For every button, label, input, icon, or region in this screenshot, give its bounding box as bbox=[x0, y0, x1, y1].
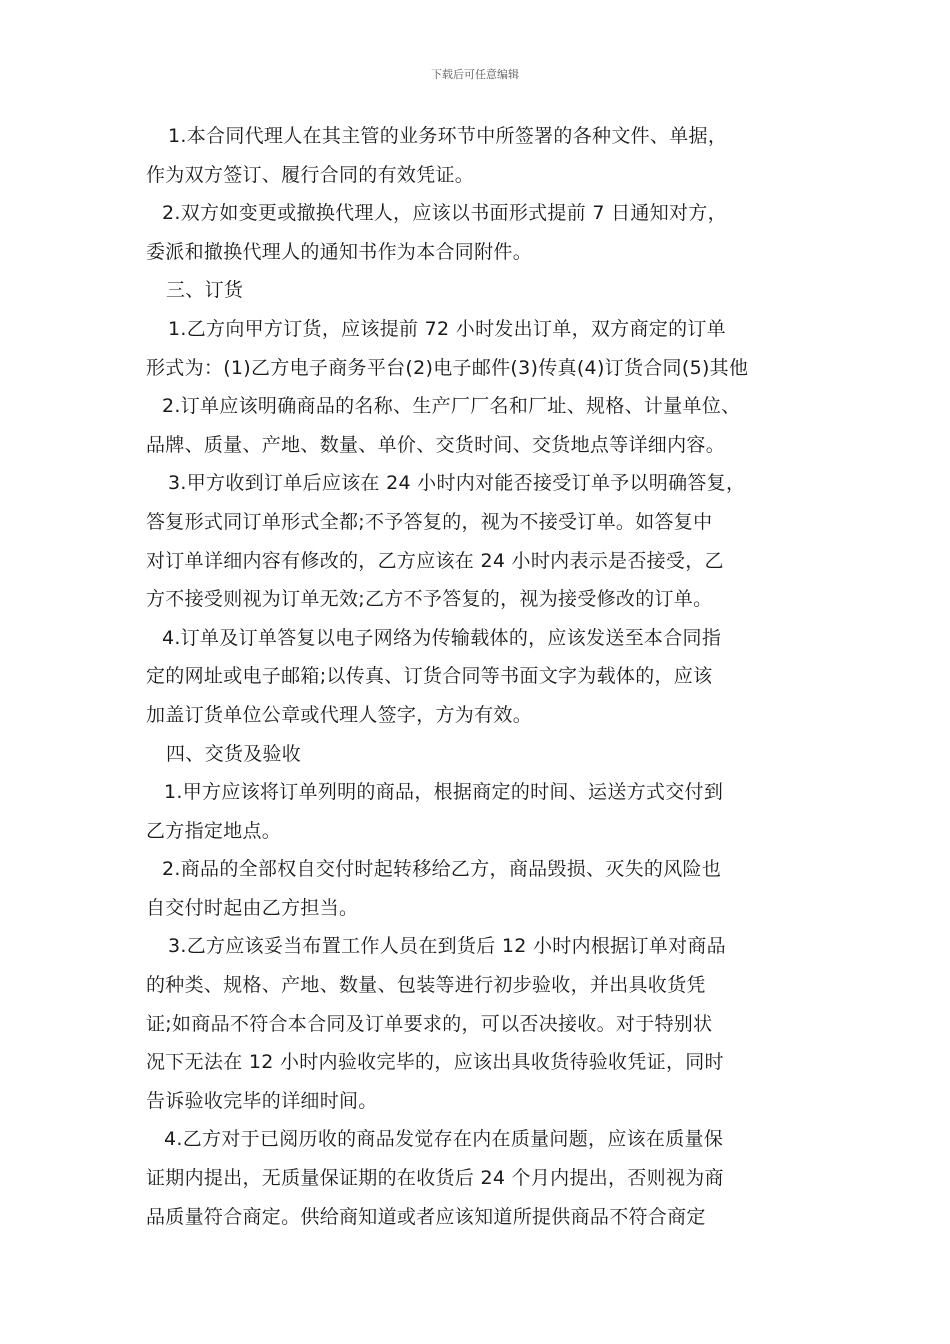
paragraph-line: 4.订单及订单答复以电子网络为传输载体的，应该发送至本合同指 bbox=[162, 626, 722, 649]
paragraph-line: 形式为：(1)乙方电子商务平台(2)电子邮件(3)传真(4)订货合同(5)其他 bbox=[146, 356, 749, 379]
paragraph-line: 4.乙方对于已阅历收的商品发觉存在内在质量问题，应该在质量保 bbox=[164, 1128, 724, 1151]
paragraph-line: 2.双方如变更或撤换代理人，应该以书面形式提前 7 日通知对方， bbox=[162, 202, 727, 225]
paragraph-line: 证期内提出，无质量保证期的在收货后 24 个月内提出，否则视为商 bbox=[146, 1167, 724, 1190]
paragraph-line: 1.本合同代理人在其主管的业务环节中所签署的各种文件、单据， bbox=[168, 125, 728, 147]
section-heading: 四、交货及验收 bbox=[166, 742, 302, 765]
paragraph-line: 方不接受则视为订单无效;乙方不予答复的，视为接受修改的订单。 bbox=[146, 588, 713, 611]
paragraph-line: 2.商品的全部权自交付时起转移给乙方，商品毁损、灭失的风险也 bbox=[162, 858, 722, 881]
section-heading: 三、订货 bbox=[166, 279, 244, 302]
paragraph-line: 品牌、质量、产地、数量、单价、交货时间、交货地点等详细内容。 bbox=[146, 433, 726, 456]
paragraph-line: 1.乙方向甲方订货，应该提前 72 小时发出订单，双方商定的订单 bbox=[168, 317, 726, 340]
paragraph-line: 1.甲方应该将订单列明的商品，根据商定的时间、运送方式交付到 bbox=[164, 781, 724, 804]
paragraph-line: 2.订单应该明确商品的名称、生产厂厂名和厂址、规格、计量单位、 bbox=[162, 395, 741, 418]
document-body bbox=[146, 117, 822, 1236]
paragraph-line: 加盖订货单位公章或代理人签字，方为有效。 bbox=[146, 703, 533, 726]
paragraph-line: 品质量符合商定。供给商知道或者应该知道所提供商品不符合商定 bbox=[146, 1205, 706, 1228]
paragraph-line: 3.甲方收到订单后应该在 24 小时内对能否接受订单予以明确答复， bbox=[168, 472, 746, 495]
page-header: 下载后可任意编辑 bbox=[431, 68, 519, 81]
paragraph-line: 的种类、规格、产地、数量、包装等进行初步验收，并出具收货凭 bbox=[146, 974, 706, 997]
paragraph-line: 委派和撤换代理人的通知书作为本合同附件。 bbox=[146, 240, 533, 263]
paragraph-line: 告诉验收完毕的详细时间。 bbox=[146, 1089, 378, 1112]
paragraph-line: 况下无法在 12 小时内验收完毕的，应该出具收货待验收凭证，同时 bbox=[146, 1051, 724, 1074]
paragraph-line: 作为双方签订、履行合同的有效凭证。 bbox=[146, 163, 475, 186]
paragraph-line: 答复形式同订单形式全都;不予答复的，视为不接受订单。如答复中 bbox=[146, 510, 713, 533]
paragraph-line: 乙方指定地点。 bbox=[146, 819, 282, 842]
paragraph-line: 自交付时起由乙方担当。 bbox=[146, 896, 359, 919]
paragraph-line: 3.乙方应该妥当布置工作人员在到货后 12 小时内根据订单对商品 bbox=[168, 935, 726, 958]
paragraph-line: 定的网址或电子邮箱;以传真、订货合同等书面文字为载体的，应该 bbox=[146, 665, 713, 688]
paragraph-line: 对订单详细内容有修改的，乙方应该在 24 小时内表示是否接受，乙 bbox=[146, 549, 724, 572]
paragraph-line: 证;如商品不符合本合同及订单要求的，可以否决接收。对于特别状 bbox=[146, 1012, 713, 1035]
